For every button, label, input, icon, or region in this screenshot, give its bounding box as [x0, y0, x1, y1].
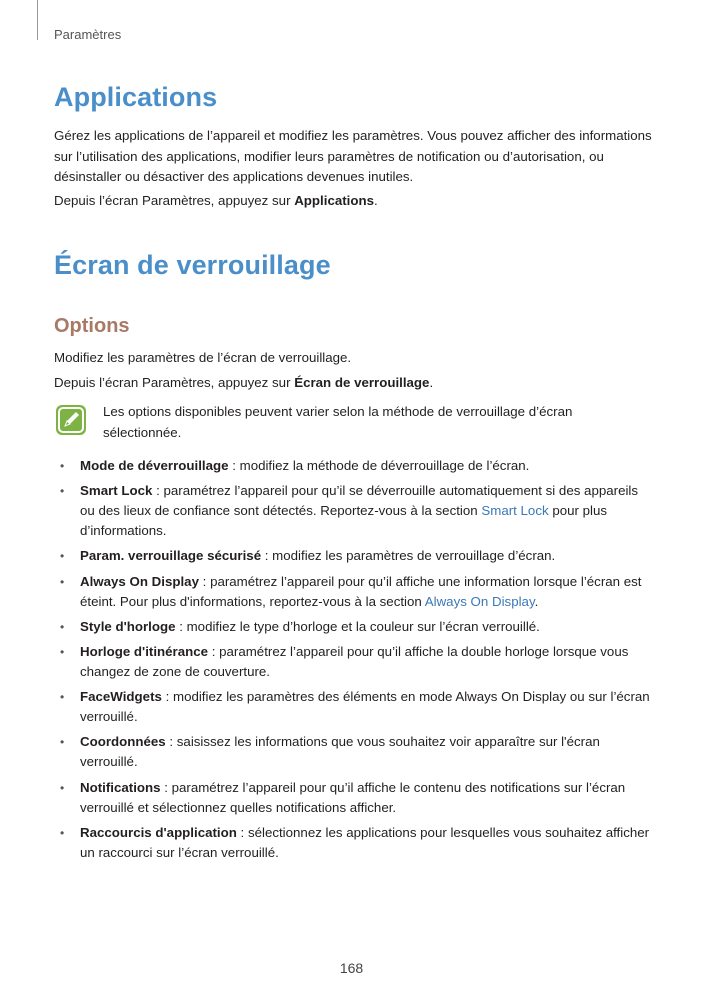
list-item — [60, 572, 652, 612]
list-item — [60, 823, 652, 863]
list-item-text: : paramétrez l’appareil pour qu’il affiche la double horloge lorsque vous changez de zone de couverture. — [80, 643, 629, 679]
list-item — [60, 481, 652, 541]
list-item-term: Smart Lock — [80, 483, 153, 499]
bullet-dot: • — [60, 825, 65, 840]
list-item — [60, 687, 652, 727]
section-link[interactable]: Always On Display — [424, 593, 535, 609]
options-intro: Modifiez les paramètres de l’écran de verrouillage. — [54, 350, 352, 365]
list-item — [60, 642, 652, 682]
bullet-dot: • — [60, 619, 65, 634]
list-item-text: : paramétrez l’appareil pour qu’il se déverrouille automatiquement si des appareils ou des lieux de confiance sont détectés. Reportez-vous à la section — [80, 483, 639, 519]
list-item-text: : paramétrez l’appareil pour qu’il affiche une information lorsque l’écran est éteint. Pour plus d'informations, reportez-vous à la section — [80, 573, 642, 609]
list-item-term: Coordonnées — [80, 734, 166, 750]
list-item-term: Always On Display — [80, 573, 199, 589]
bullet-dot: • — [60, 549, 65, 564]
list-item-term: Notifications — [80, 779, 161, 795]
section-title-applications: Applications — [54, 82, 218, 112]
bullet-dot: • — [60, 735, 65, 750]
section-link[interactable]: Smart Lock — [481, 503, 549, 519]
list-item — [60, 456, 652, 476]
list-item-term: Horloge d'itinérance — [80, 643, 209, 659]
bullet-dot: • — [60, 459, 65, 473]
bullet-dot: • — [60, 484, 65, 499]
options-path — [54, 373, 654, 394]
list-item-term: Param. verrouillage sécurisé — [80, 548, 262, 564]
list-item-text: : modifiez les paramètres des éléments en mode Always On Display ou sur l’écran verrouillé. — [80, 689, 650, 725]
list-item-text: : modifiez les paramètres de verrouillage d’écran. — [261, 548, 556, 564]
bullet-dot: • — [60, 574, 65, 589]
applications-path — [54, 191, 654, 212]
list-item-term: Mode de déverrouillage — [80, 458, 229, 473]
note-pencil-icon — [55, 404, 87, 436]
applications-description: Gérez les applications de l’appareil et modifiez les paramètres. Vous pouvez afficher des informations sur l’utilisation des applications, modifier leurs paramètres de notification ou d’autorisation, ou désinstaller ou désactiver des applications devenues inutiles. — [54, 128, 652, 184]
path-prefix: Depuis l’écran Paramètres, appuyez sur — [54, 193, 295, 208]
running-header: Paramètres — [54, 27, 122, 42]
page-number: 168 — [339, 960, 364, 976]
list-item-text: : paramétrez l’appareil pour qu’il affiche le contenu des notifications sur l’écran verrouillé et sélectionnez quelles notifications afficher. — [80, 779, 626, 815]
list-item-text: : modifiez la méthode de déverrouillage de l’écran. — [228, 458, 530, 473]
header-rule — [37, 0, 38, 40]
bullet-dot: • — [60, 690, 65, 705]
path-target: Applications — [294, 193, 374, 208]
path-suffix: . — [374, 193, 378, 208]
list-item — [60, 617, 652, 637]
subsection-title-options: Options — [54, 315, 130, 337]
options-list — [60, 456, 652, 868]
note-text: Les options disponibles peuvent varier selon la méthode de verrouillage d’écran sélectionnée. — [103, 404, 573, 440]
list-item-text-after: . — [534, 593, 539, 609]
list-item-text: : saisissez les informations que vous souhaitez voir apparaître sur l'écran verrouillé. — [80, 734, 600, 770]
list-item-term: Raccourcis d'application — [80, 824, 237, 840]
list-item-term: Style d'horloge — [80, 618, 176, 634]
list-item-text-after: pour plus d’informations. — [80, 503, 608, 539]
bullet-dot: • — [60, 644, 65, 659]
list-item — [60, 732, 652, 772]
list-item-text: : sélectionnez les applications pour lesquelles vous souhaitez afficher un raccourci sur l’écran verrouillé. — [80, 824, 650, 860]
bullet-dot: • — [60, 780, 65, 795]
path-prefix: Depuis l’écran Paramètres, appuyez sur — [54, 375, 295, 390]
list-item-text: : modifiez le type d’horloge et la couleur sur l’écran verrouillé. — [175, 618, 540, 634]
list-item-term: FaceWidgets — [80, 689, 162, 705]
section-title-lockscreen: Écran de verrouillage — [54, 250, 331, 280]
path-target: Écran de verrouillage — [294, 375, 430, 390]
list-item — [60, 778, 652, 818]
list-item — [60, 546, 652, 566]
path-suffix: . — [429, 375, 434, 390]
